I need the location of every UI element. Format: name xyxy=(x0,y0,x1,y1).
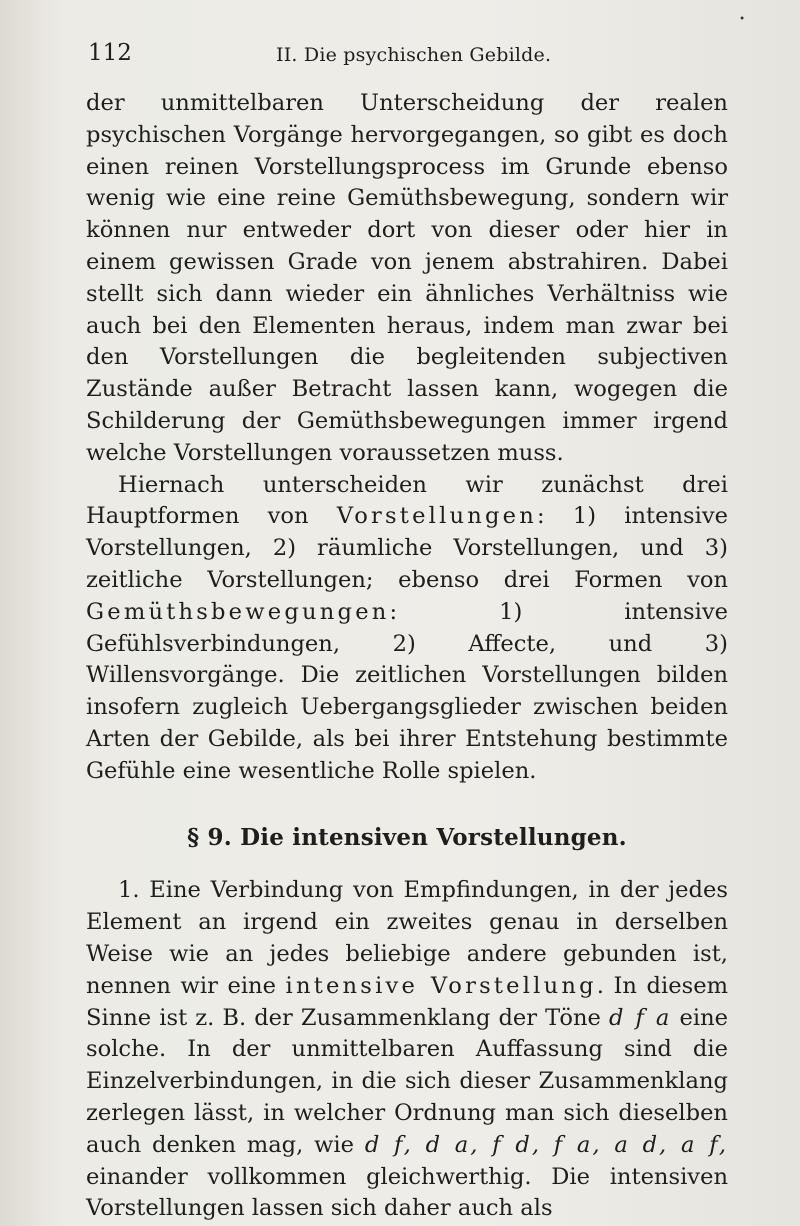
page-header xyxy=(88,40,728,74)
body-text xyxy=(86,88,728,1225)
spaced-term-vorstellungen: Vorstellungen xyxy=(336,503,537,530)
text-run: 1. Eine Verbindung von Empfindungen, in der jedes Element an irgend ein zweites genau in derselben Weise wie an jedes beliebige andere gebunden ist, nennen wir eine xyxy=(86,877,728,999)
paragraph-continued: der unmittelbaren Unterscheidung der realen psychischen Vorgänge hervorgegangen, so gibt es doch einen reinen Vorstellungsprocess im Grunde ebenso wenig wie eine reine Gemüthsbewegung, sondern wir können nur entweder dort von dieser oder hier in einem gewissen Grade von jenem abstrahiren. Dabei stellt sich dann wieder ein ähnliches Verhältniss wie auch bei den Elementen heraus, indem man zwar bei den Vorstellungen die begleitenden subjectiven Zustände außer Betracht lassen kann, wogegen die Schilderung der Gemüthsbewegungen immer irgend welche Vorstellungen voraussetzen muss. xyxy=(86,90,728,466)
italic-combinations: d f, d a, f d, f a, a d, a f, xyxy=(364,1131,728,1158)
page-number: 112 xyxy=(88,40,132,66)
section-heading: § 9. Die intensiven Vorstellungen. xyxy=(187,823,627,851)
text-run: Hiernach unterscheiden wir zunächst drei Hauptformen von xyxy=(86,471,728,530)
italic-tones: d f a xyxy=(608,1004,672,1031)
text-run: . In diesem Sinne ist z. B. der Zusammenklang der Töne xyxy=(86,972,728,1031)
corner-mark: • xyxy=(739,14,745,25)
paragraph-intensive xyxy=(86,875,728,1225)
text-run: eine solche. In der unmittelbaren Auffassung sind die Einzelverbindungen, in die sich dieser Zusammenklang zerlegen lässt, in welcher Ordnung man sich dieselben auch denken mag, wie xyxy=(86,1004,728,1158)
text-run: einander vollkommen gleichwerthig. Die intensiven Vorstellungen lassen sich daher auch als xyxy=(86,1163,728,1222)
running-head: II. Die psychischen Gebilde. xyxy=(276,44,552,66)
spaced-term-intensive-vorstellung: intensive Vorstellung xyxy=(285,972,597,999)
spaced-term-gemuethsbewegungen: Gemüthsbewegungen xyxy=(86,598,390,625)
text-run: : 1) intensive Vorstellungen, 2) räumliche Vorstellungen, und 3) zeitliche Vorstellungen; ebenso drei Formen von xyxy=(86,503,728,593)
paragraph-main-forms xyxy=(86,470,728,788)
text-run: : 1) intensive Gefühlsverbindungen, 2) Affecte, und 3) Willensvorgänge. Die zeitlichen Vorstellungen bilden insofern zugleich Uebergangsglieder zwischen beiden Arten der Gebilde, als bei ihrer Entstehung bestimmte Gefühle eine wesentliche Rolle spielen. xyxy=(86,598,728,784)
